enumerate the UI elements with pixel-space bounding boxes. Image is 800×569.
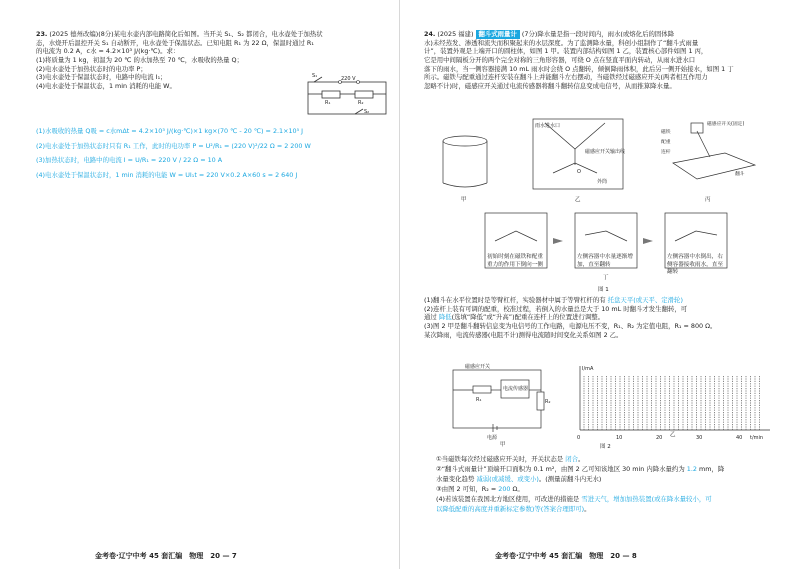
q24-sub-text: ③由图 2 可知，R₂ =	[436, 484, 497, 493]
fig2-yi-label: 乙	[670, 432, 676, 438]
q24-sub-answer: 1.2	[686, 464, 697, 473]
fig1-bing-switch-label: 磁感应开关(固定)	[707, 122, 745, 127]
fig2-r2-label: R₂	[545, 399, 551, 405]
q24-part-text: (1)翻斗在水平位置时是等臂杠杆，实验器材中属于等臂杠杆的有	[424, 296, 606, 304]
q23-line: 的电流为 0.2 A，c水 = 4.2×10³ J/(kg·℃)。求：	[36, 47, 180, 56]
fig1-bing-bucket-label: 翻斗	[735, 172, 745, 177]
resistor-r2	[355, 91, 373, 98]
figure-2-circuit	[445, 360, 555, 440]
q24-sub-text: ②“翻斗式雨量计”顶端开口面积为 0.1 m²，由图 2 乙可知该地区 30 min 内降水量约为	[436, 464, 685, 473]
q23-circuit-diagram	[300, 72, 395, 120]
figure-2-chart	[560, 360, 780, 442]
step-bucket	[495, 231, 537, 241]
q24-line: 它是用中间隔板分开的两个完全对称的三角形容器，可绕 O 点在竖直平面内转动，从雨水进水口	[424, 55, 696, 64]
q23-number: 23.	[36, 30, 48, 38]
chart-xtick: 20	[656, 435, 663, 441]
q24-line: 所示。磁铁与配重通过连杆安装在翻斗上并能翻斗左右摆动，当磁铁经过磁感应开关(两者相互作用力	[424, 73, 708, 82]
q24-sub-tail: 。	[577, 455, 585, 463]
circuit-s1-label: S₁	[312, 73, 318, 79]
q24-sub-tail: mm，降	[698, 464, 725, 473]
q24-part-answer: 托盘天平(或天平、定滑轮)	[607, 296, 683, 304]
fig1-bing-magnet-label: 磁铁	[661, 130, 671, 135]
q24-sub-text: 水量变化趋势	[436, 474, 475, 483]
fig1-step-caption: 初始时刻在磁铁和配重重力的作用下倒向一侧	[487, 254, 543, 268]
q23-line: 态，水烧开后温控开关 S₁ 自动断开，电水壶处于保温状态。已知电阻 R₁ 为 22 Ω，保温时通过 R₁	[36, 38, 314, 47]
fig1-caption: 图 1	[598, 287, 609, 293]
q24-sub-text: ①当磁铁每次经过磁感应开关时，开关状态是	[436, 455, 564, 463]
step-bucket	[675, 231, 717, 241]
q23-title: (2025 德州改编)(8分)某电水壶内部电路简化后如图。当开关 S₁、S₂ 都闭合，电水壶处于加热状	[49, 30, 323, 38]
fig1-ding-label: 丁	[603, 275, 609, 281]
q23-part: (1)将质量为 1 kg，初温为 20 ℃ 的水加热至 70 ℃，水吸收的热量 Q；	[36, 55, 243, 64]
q23-answer: (2)电水壶处于加热状态时只有 R₁ 工作，此时的电功率 P = U²/R₁ = (220 V)²/22 Ω = 2 200 W	[36, 141, 311, 150]
q24-parts	[424, 296, 784, 339]
fig2-source-label: 电源	[487, 435, 498, 440]
circuit-voltage-label: 220 V	[341, 76, 356, 82]
left-footer: 金考卷·辽宁中考 45 套汇编 物理 20 — 7	[95, 551, 237, 560]
q24-line: 忽略不计)时，磁感应开关通过电流传感器将翻斗翻转信息变成电信号，从而推算降水量。	[424, 81, 676, 90]
chart-pulses	[584, 376, 760, 430]
chart-xlabel: t/min	[750, 435, 764, 441]
fig1-bing-weight-label: 配重	[661, 140, 671, 145]
right-footer: 金考卷·辽宁中考 45 套汇编 物理 20 — 8	[495, 551, 637, 560]
q23-answers	[36, 124, 376, 183]
fig2-circuit-wire	[453, 370, 541, 428]
fig1-step-caption: 左侧容器中水量逐渐增加，直至翻转	[577, 254, 633, 268]
q24-sub-answer: 200	[498, 484, 511, 493]
circuit-r2-label: R₂	[358, 100, 364, 106]
question-24	[424, 30, 774, 90]
q23-answer: (4)电水壶处于保温状态时，1 min 消耗的电能 W = UI₁t = 220 V×0.2 A×60 s = 2 640 J	[36, 171, 298, 180]
q24-source: (2025 福建)	[437, 30, 474, 38]
fig2-resistor-r1	[473, 386, 491, 393]
q24-sub-tail: 。(测量前翻斗内无水)	[538, 474, 602, 483]
fig1-step-caption: 左侧容器中水倒出，右侧容器接收雨水，直至翻转	[667, 254, 723, 276]
chart-ylabel: I/mA	[582, 366, 594, 372]
fig2-jia-label: 甲	[500, 442, 506, 448]
q24-intro: (7分)降水量是指一段时间内，雨水(或熔化后的固体降	[521, 30, 675, 38]
q24-part-tail: (选填“降低”或“升高”)配重在连杆上的位置进行调整。	[451, 313, 605, 322]
fig1-jia-label: 甲	[461, 197, 467, 203]
chart-xtick: 0	[577, 435, 581, 441]
cylinder-top	[443, 136, 487, 146]
q24-q4-answer: 雪进天气，增加加热装置(或在降水量较小，可	[581, 494, 712, 503]
fig2-caption: 图 2	[600, 444, 611, 450]
fig1-yi-label: 乙	[575, 197, 581, 203]
arrow-right-icon	[643, 238, 653, 244]
q23-part: (2)电水壶处于加热状态时的电功率 P；	[36, 64, 147, 73]
resistor-r1	[322, 91, 340, 98]
q24-line: 计”，装置外观是上端开口的圆柱体，如图 1 甲。装置内部结构如图 1 乙，装置核心部件如图 1 丙，	[424, 47, 708, 56]
fig2-switch-label: 磁感应开关	[465, 364, 491, 370]
fig1-shell-label: 外筒	[597, 179, 608, 185]
q24-line: 落下的雨水，当一侧容器接满 10 mL 雨水时会绕 O 点翻转，倾倒降雨体积，此后另一侧开始接水，如图 1 丁	[424, 64, 734, 73]
fig1-bing-label: 丙	[705, 197, 711, 203]
q23-part: (4)电水壶处于保温状态，1 min 消耗的电能 W。	[36, 81, 176, 90]
q24-q4-text: (4)若该装置在我国北方地区使用，可改进的措施是	[436, 494, 580, 503]
fig1-pivot-label: O	[577, 169, 581, 175]
fig1-switch-label: 磁感应开关输出线	[585, 149, 626, 155]
q24-sub-answer: 减弱(或减缓、或变小)	[476, 474, 539, 483]
chart-xtick: 10	[616, 435, 623, 441]
q24-q4-answer: 以降低配重的高度并重新标定参数)等(答案合理即可)	[436, 504, 585, 513]
q24-subparts	[436, 455, 786, 515]
right-page	[400, 0, 800, 569]
q24-q4-tail: 。	[584, 504, 591, 513]
chart-xtick: 30	[696, 435, 703, 441]
circuit-s2-label: S₂	[364, 109, 370, 115]
fig2-resistor-r2	[537, 392, 544, 410]
fig2-sensor-label: 电流传感器	[503, 386, 529, 392]
q23-answer: (3)加热状态时，电路中的电流 I = U/R₁ = 220 V / 22 Ω = 10 A	[36, 156, 223, 165]
circuit-wire	[308, 82, 386, 114]
fig2-r1-label: R₁	[476, 397, 482, 403]
q24-part-text: (2)连杆上装有可调的配重，校准过程，若倒入的水量总是大于 10 mL 时翻斗才发生翻转，可	[424, 304, 688, 313]
q24-sub-answer: 闭合	[565, 455, 578, 463]
arrow-right-icon	[553, 238, 563, 244]
step-bucket	[585, 231, 627, 241]
q23-part: (3)电水壶处于保温状态时，电路中的电流 I₁；	[36, 73, 167, 82]
q23-answer: (1)水吸收的热量 Q吸 = c水mΔt = 4.2×10³ J/(kg·℃)×1 kg×(70 ℃ - 20 ℃) = 2.1×10⁵ J	[36, 127, 304, 135]
q24-banner: 翻斗式雨量计	[476, 30, 520, 39]
q24-line: 水)未经蒸发、渗透和流失而积聚起来的水层深度。为了监测降水量，科创小组制作了“翻斗式雨量	[424, 38, 699, 47]
q24-sub-tail: Ω。	[512, 484, 524, 493]
q24-part-text: 通过	[424, 313, 437, 322]
cylinder-bottom	[443, 183, 487, 187]
circuit-r1-label: R₁	[325, 100, 331, 106]
fig1-bing-rod-label: 连杆	[661, 150, 671, 155]
chart-xtick: 40	[736, 435, 743, 441]
q24-part-text: (3)图 2 甲是翻斗翻转信息变为电信号的工作电路，电源电压不变，R₁、R₂ 为定值电阻，R₁ = 800 Ω。	[424, 321, 717, 330]
q24-number: 24.	[424, 30, 436, 38]
q24-part-answer: 降低	[438, 313, 452, 322]
fig1-inlet-label: 雨水进水口	[535, 123, 561, 129]
switch-s2	[355, 109, 363, 114]
q24-part-text: 某次降雨，电流传感器(电阻不计)测得电流随时间变化关系如图 2 乙。	[424, 330, 623, 339]
